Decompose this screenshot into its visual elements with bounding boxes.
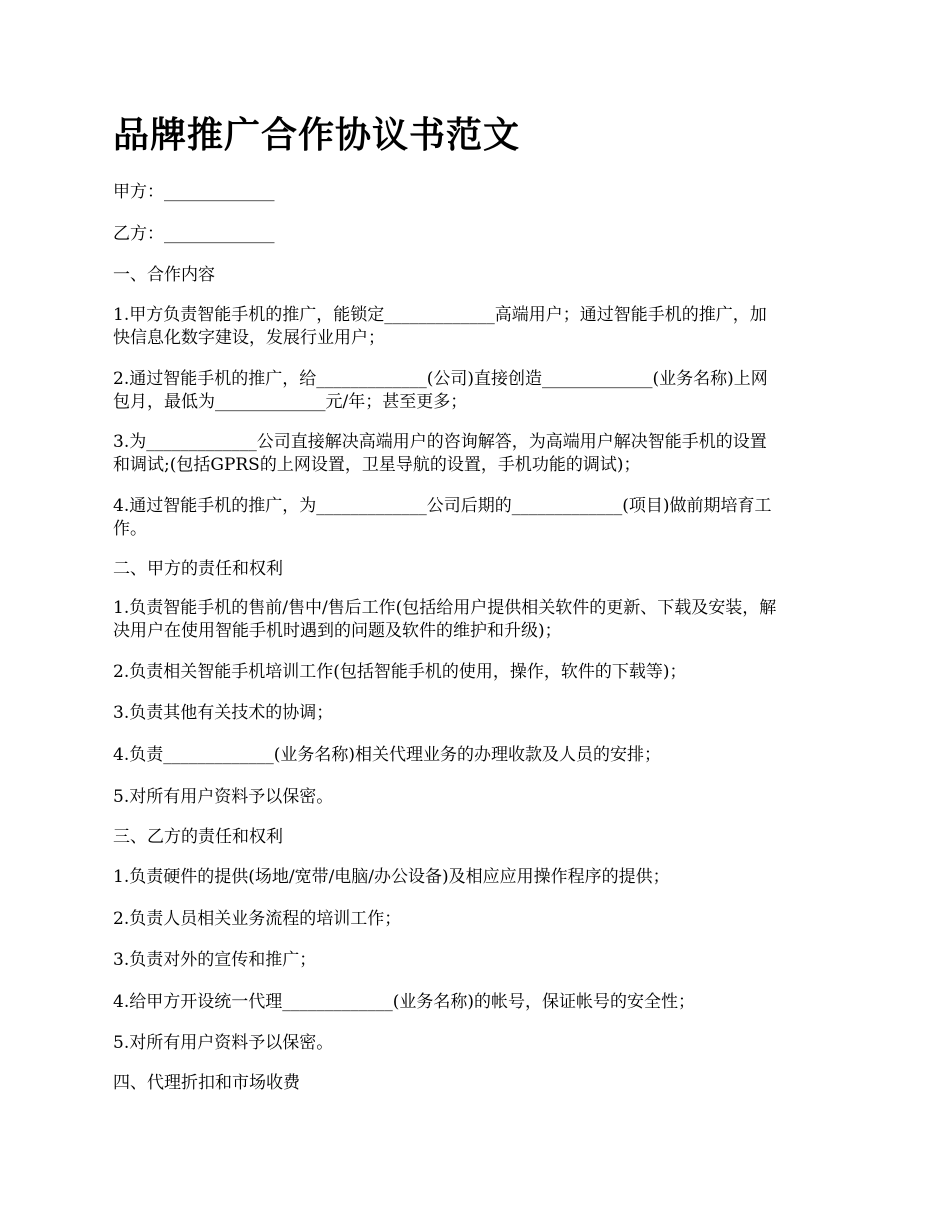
clause-line: 4.通过智能手机的推广，为_____________公司后期的_____________(项目)做前期培育工: [113, 496, 772, 516]
clause-line: 快信息化数字建设，发展行业用户；: [113, 328, 385, 348]
clause-line: 4.给甲方开设统一代理_____________(业务名称)的帐号，保证帐号的安全性；: [113, 992, 695, 1012]
clause-line: 1.负责智能手机的售前/售中/售后工作(包括给用户提供相关软件的更新、下载及安装，解: [113, 598, 777, 618]
section-heading: 三、乙方的责任和权利: [113, 827, 283, 847]
clause-line: 3.为_____________公司直接解决高端用户的咨询解答，为高端用户解决智能手机的设置: [113, 432, 767, 452]
clause-line: 5.对所有用户资料予以保密。: [113, 1033, 334, 1053]
clause-line: 3.负责其他有关技术的协调；: [113, 703, 334, 723]
clause-line: 3.负责对外的宣传和推广；: [113, 950, 317, 970]
section-heading: 二、甲方的责任和权利: [113, 559, 283, 579]
section-heading: 一、合作内容: [113, 265, 215, 285]
party-b-line: 乙方：_____________: [113, 224, 275, 244]
clause-line: 5.对所有用户资料予以保密。: [113, 787, 334, 807]
party-a-line: 甲方：_____________: [113, 182, 275, 202]
clause-line: 包月，最低为_____________元/年；甚至更多；: [113, 392, 468, 412]
clause-line: 1.甲方负责智能手机的推广，能锁定_____________高端用户；通过智能手机的推广，加: [113, 305, 767, 325]
clause-line: 2.负责人员相关业务流程的培训工作；: [113, 909, 402, 929]
clause-line: 1.负责硬件的提供(场地/宽带/电脑/办公设备)及相应应用操作程序的提供；: [113, 867, 670, 887]
clause-line: 作。: [113, 519, 147, 539]
clause-line: 决用户在使用智能手机时遇到的问题及软件的维护和升级)；: [113, 621, 562, 641]
clause-line: 2.负责相关智能手机培训工作(包括智能手机的使用，操作，软件的下载等)；: [113, 662, 687, 682]
section-heading: 四、代理折扣和市场收费: [113, 1073, 300, 1093]
document-title: 品牌推广合作协议书范文: [113, 115, 521, 156]
clause-line: 4.负责_____________(业务名称)相关代理业务的办理收款及人员的安排；: [113, 745, 661, 765]
clause-line: 和调试;(包括GPRS的上网设置，卫星导航的设置，手机功能的调试)；: [113, 455, 641, 475]
clause-line: 2.通过智能手机的推广，给_____________(公司)直接创造_____________(业务名称)上网: [113, 369, 768, 389]
